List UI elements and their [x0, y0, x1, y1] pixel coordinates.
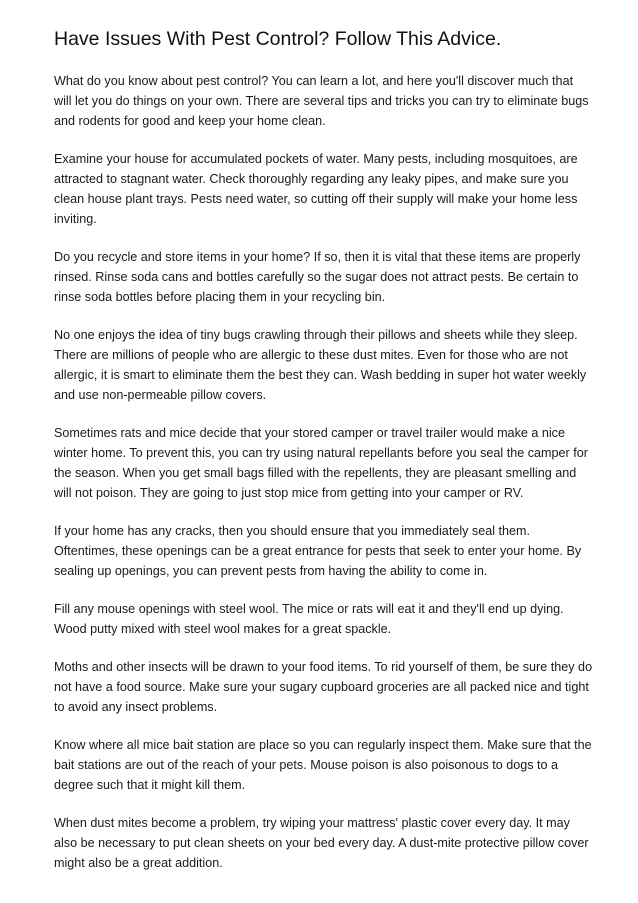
paragraph-6: If your home has any cracks, then you should ensure that you immediately seal them. Oftentimes, these openings can be a great entrance for pests that seek to enter your home. By sealing up openings, you can prevent pests from having the ability to come in. [54, 524, 582, 578]
paragraph-1: What do you know about pest control? You can learn a lot, and here you'll discover much that will let you do things on your own. There are several tips and tricks you can try to eliminate bugs and rodents for good and keep your home clean. [54, 74, 589, 128]
document-title: Have Issues With Pest Control? Follow This Advice. [54, 28, 502, 50]
paragraph-3: Do you recycle and store items in your home? If so, then it is vital that these items are properly rinsed. Rinse soda cans and bottles carefully so the sugar does not attract pests. Be certain to rinse soda bottles before placing them in your recycling bin. [54, 250, 581, 304]
paragraph-4: No one enjoys the idea of tiny bugs crawling through their pillows and sheets while they sleep. There are millions of people who are allergic to these dust mites. Even for those who are not allergic, it is smart to eliminate them the best they can. Wash bedding in super hot water weekly and use non-permeable pillow covers. [54, 328, 587, 402]
paragraph-10: When dust mites become a problem, try wiping your mattress' plastic cover every day. It may also be necessary to put clean sheets on your bed every day. A dust-mite protective pillow cover might also be a great addition. [54, 816, 589, 870]
paragraph-7: Fill any mouse openings with steel wool. The mice or rats will eat it and they'll end up dying. Wood putty mixed with steel wool makes for a great spackle. [54, 602, 564, 636]
paragraph-9: Know where all mice bait station are place so you can regularly inspect them. Make sure that the bait stations are out of the reach of your pets. Mouse poison is also poisonous to dogs to a degree such that it might kill them. [54, 738, 592, 792]
paragraph-5: Sometimes rats and mice decide that your stored camper or travel trailer would make a nice winter home. To prevent this, you can try using natural repellants before you seal the camper for the season. When you get small bags filled with the repellents, they are pleasant smelling and will not poison. They are going to just stop mice from getting into your camper or RV. [54, 426, 588, 500]
paragraph-2: Examine your house for accumulated pockets of water. Many pests, including mosquitoes, are attracted to stagnant water. Check thoroughly regarding any leaky pipes, and make sure you clean house plant trays. Pests need water, so cutting off their supply will make your home less inviting. [54, 152, 578, 226]
document-page [54, 24, 594, 891]
paragraph-8: Moths and other insects will be drawn to your food items. To rid yourself of them, be sure they do not have a food source. Make sure your sugary cupboard groceries are all packed nice and tight to avoid any insect problems. [54, 660, 593, 714]
